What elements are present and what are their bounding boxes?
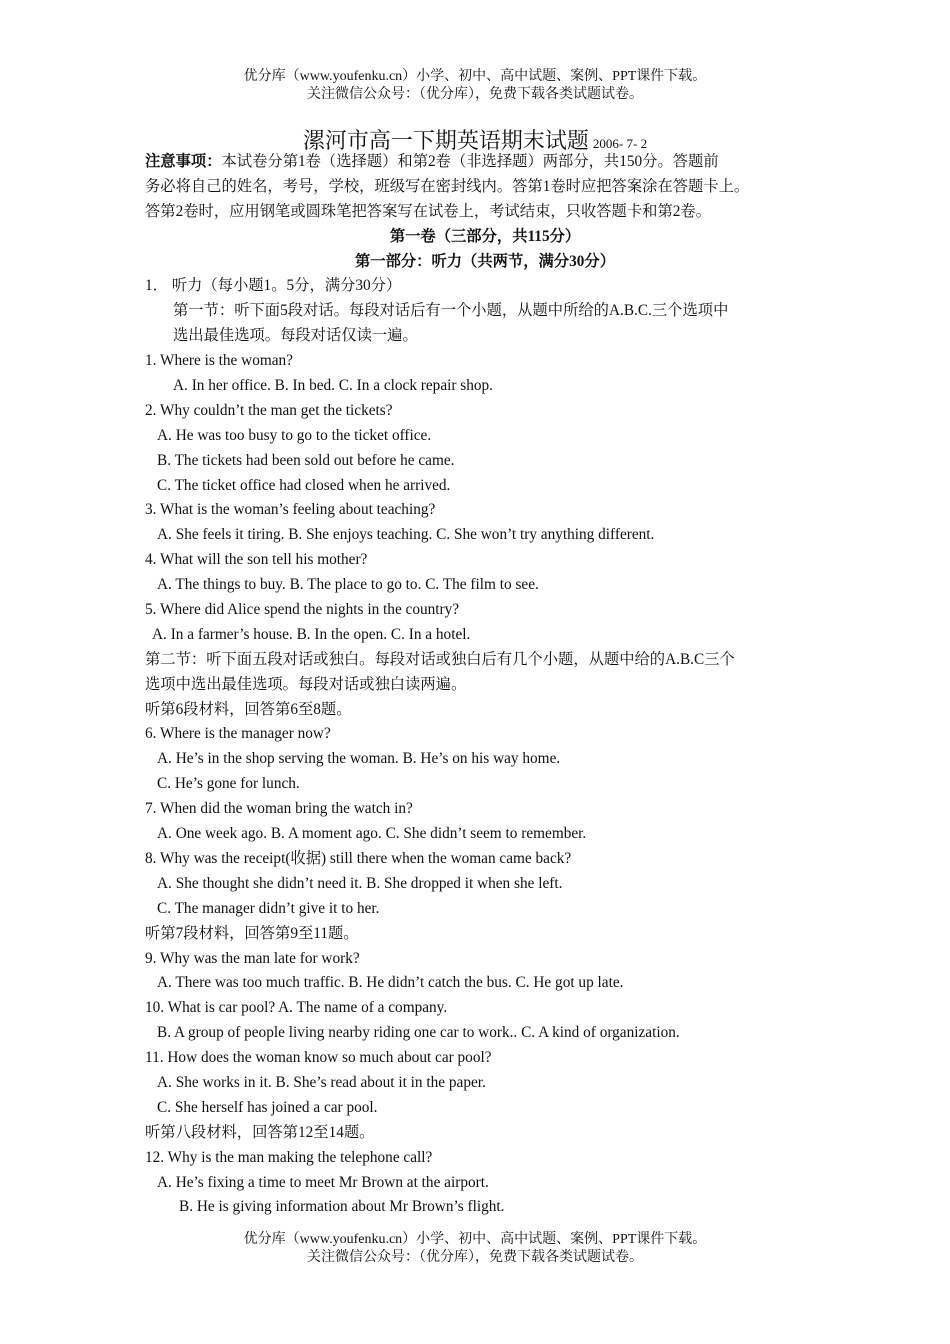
question-6-option-c: C. He’s gone for lunch.	[157, 775, 300, 793]
question-5: 5. Where did Alice spend the nights in the country?	[145, 601, 460, 619]
part1-heading: 第一部分：听力（共两节，满分30分）	[354, 252, 616, 270]
page-header-line-2: 关注微信公众号：（优分库），免费下载各类试题试卷。	[307, 87, 643, 102]
question-1: 1. Where is the woman?	[145, 352, 293, 370]
material-6-note: 听第6段材料，回答第6至8题。	[145, 700, 352, 718]
material-7-note: 听第7段材料，回答第9至11题。	[145, 924, 359, 942]
page-footer-line-1: 优分库（www.youfenku.cn）小学、初中、高中试题、案例、PPT课件下载。	[243, 1232, 707, 1247]
question-11-options-ab: A. She works in it. B. She’s read about it in the paper.	[157, 1073, 486, 1091]
section1-instruction-1: 第一节：听下面5段对话。每段对话后有一个小题，从题中所给的A.B.C.三个选项中	[173, 302, 729, 320]
notice-text-1: 本试卷分第1卷（选择题）和第2卷（非选择题）两部分，共150分。答题前	[221, 153, 719, 170]
question-10: 10. What is car pool? A. The name of a company.	[145, 999, 448, 1017]
volume1-heading: 第一卷（三部分，共115分）	[389, 227, 581, 245]
question-8-options-ab: A. She thought she didn’t need it. B. She dropped it when she left.	[157, 874, 563, 892]
question-2-option-c: C. The ticket office had closed when he arrived.	[157, 476, 451, 494]
question-9-options: A. There was too much traffic. B. He didn’t catch the bus. C. He got up late.	[157, 974, 624, 992]
section2-instruction-2: 选项中选出最佳选项。每段对话或独白读两遍。	[145, 675, 467, 693]
question-1-options: A. In her office. B. In bed. C. In a clock repair shop.	[173, 377, 494, 395]
listening-heading: 1． 听力（每小题1。5分，满分30分）	[145, 277, 402, 295]
question-4-options: A. The things to buy. B. The place to go to. C. The film to see.	[157, 576, 539, 594]
exam-title: 漯河市高一下期英语期末试题	[302, 128, 589, 153]
question-8-option-c: C. The manager didn’t give it to her.	[157, 899, 380, 917]
question-7: 7. When did the woman bring the watch in?	[145, 800, 413, 818]
question-2: 2. Why couldn’t the man get the tickets?	[145, 401, 393, 419]
material-8-note: 听第八段材料，回答第12至14题。	[145, 1123, 375, 1141]
notice-line-2: 务必将自己的姓名，考号，学校，班级写在密封线内。答第1卷时应把答案涂在答题卡上。	[145, 177, 750, 195]
question-7-options: A. One week ago. B. A moment ago. C. She didn’t seem to remember.	[157, 825, 587, 843]
exam-date: 2006- 7- 2	[592, 136, 648, 151]
question-6: 6. Where is the manager now?	[145, 725, 331, 743]
notice-line-1	[145, 150, 825, 175]
notice-label: 注意事项：	[145, 153, 222, 170]
question-11-option-c: C. She herself has joined a car pool.	[157, 1098, 378, 1116]
section1-instruction-2: 选出最佳选项。每段对话仅读一遍。	[173, 327, 418, 345]
question-8: 8. Why was the receipt(收据) still there when the woman came back?	[145, 849, 572, 867]
question-12: 12. Why is the man making the telephone call?	[145, 1148, 433, 1166]
question-11: 11. How does the woman know so much about car pool?	[145, 1049, 492, 1067]
question-3: 3. What is the woman’s feeling about teaching?	[145, 501, 436, 519]
section2-instruction-1: 第二节：听下面五段对话或独白。每段对话或独白后有几个小题，从题中给的A.B.C三个	[145, 650, 735, 668]
question-4: 4. What will the son tell his mother?	[145, 551, 368, 569]
question-12-option-a: A. He’s fixing a time to meet Mr Brown at the airport.	[157, 1173, 489, 1191]
question-6-options-ab: A. He’s in the shop serving the woman. B. He’s on his way home.	[157, 750, 561, 768]
question-2-option-b: B. The tickets had been sold out before he came.	[157, 451, 455, 469]
question-2-option-a: A. He was too busy to go to the ticket office.	[157, 426, 432, 444]
page-header-line-1: 优分库（www.youfenku.cn）小学、初中、高中试题、案例、PPT课件下载。	[243, 69, 707, 84]
notice-line-3: 答第2卷时，应用钢笔或圆珠笔把答案写在试卷上，考试结束，只收答题卡和第2卷。	[145, 202, 711, 220]
question-5-options: A. In a farmer’s house. B. In the open. C. In a hotel.	[152, 625, 471, 643]
question-12-option-b: B. He is giving information about Mr Brown’s flight.	[179, 1198, 505, 1216]
question-3-options: A. She feels it tiring. B. She enjoys teaching. C. She won’t try anything different.	[157, 526, 655, 544]
question-10-options-bc: B. A group of people living nearby riding one car to work.. C. A kind of organization.	[157, 1024, 680, 1042]
page-footer-line-2: 关注微信公众号：（优分库），免费下载各类试题试卷。	[307, 1250, 643, 1265]
exam-body	[145, 150, 825, 1220]
question-9: 9. Why was the man late for work?	[145, 949, 360, 967]
